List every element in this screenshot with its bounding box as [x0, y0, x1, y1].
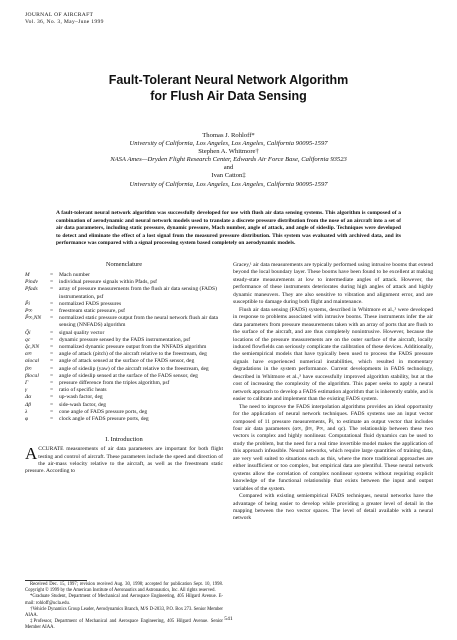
- nomenclature-row: [25, 358, 223, 365]
- nomenclature-symbol: γ: [25, 387, 28, 394]
- affiliation-2: NASA Ames—Dryden Flight Research Center, Edwards Air Force Base, California 93523: [110, 156, 347, 164]
- nomenclature-row: [25, 366, 223, 373]
- equals-sign: =: [50, 372, 54, 379]
- equals-sign: =: [50, 408, 54, 415]
- nomenclature-definition: pressure difference from the triples algorithm, psf: [59, 380, 170, 387]
- equals-sign: =: [50, 286, 54, 293]
- title-line-1: Fault-Tolerant Neural Network Algorithm: [108, 73, 349, 87]
- nomenclature-definition: angle of attack (pitch) of the aircraft relative to the freestream, deg: [59, 351, 207, 358]
- affiliation-1: University of California, Los Angeles, Los Angeles, California 90095-1597: [129, 140, 328, 148]
- journal-header: [25, 12, 104, 26]
- equals-sign: =: [50, 401, 54, 408]
- affiliation-3: University of California, Los Angeles, Los Angeles, California 90095-1597: [129, 180, 328, 188]
- nomenclature-row: [25, 402, 223, 409]
- nomenclature-symbol: P̃i: [25, 300, 30, 307]
- equals-sign: =: [50, 272, 54, 278]
- nomenclature-symbol: Δβ: [25, 401, 32, 408]
- equals-sign: =: [50, 358, 54, 365]
- nomenclature-symbol: Γ: [25, 380, 29, 387]
- nomenclature-row: [25, 315, 223, 329]
- nomenclature-definition: freestream static pressure, psf: [59, 308, 125, 315]
- nomenclature-symbol: φ: [25, 416, 29, 423]
- nomenclature-definition: array of pressure measurements from the flush air data sensing (FADS) instrumentation, psf: [59, 286, 217, 300]
- nomenclature-symbol: αlocal: [25, 358, 40, 365]
- title-line-2: for Flush Air Data Sensing: [150, 89, 307, 103]
- nomenclature-definition: angle of attack sensed at the surface of the FADS sensor, deg: [59, 358, 195, 365]
- equals-sign: =: [50, 394, 54, 401]
- nomenclature-symbol: β∞: [25, 365, 32, 372]
- footnote-author-3: ‡Professor, Department of Mechanical and Aerospace Engineering, 405 Hilgard Avenue. Senior Member AIAA.: [25, 619, 223, 631]
- equals-sign: =: [50, 387, 54, 394]
- nomenclature-definition: clock angle of FADS pressure ports, deg: [59, 416, 149, 423]
- page-number: 541: [224, 616, 233, 622]
- journal-name: JOURNAL OF AIRCRAFT: [25, 12, 94, 18]
- author-3: Ivan Catton‡: [211, 172, 246, 180]
- introduction-heading: I. Introduction: [105, 436, 143, 444]
- drop-cap: A: [25, 444, 38, 464]
- equals-sign: =: [50, 336, 54, 343]
- nomenclature-symbol: Q̃i: [25, 329, 31, 336]
- equals-sign: =: [50, 315, 54, 322]
- nomenclature-row: [25, 330, 223, 337]
- nomenclature-row: [25, 301, 223, 308]
- author-1: Thomas J. Rohloff*: [202, 132, 255, 139]
- footnote-author-1: *Graduate Student, Department of Mechanical and Aerospace Engineering, 405 Hilgard Avenue. E-mail: rohloff@ucla.edu.: [25, 594, 223, 606]
- nomenclature-row: [25, 387, 223, 394]
- nomenclature-definition: Mach number: [59, 272, 90, 278]
- nomenclature-definition: signal quality vector: [59, 329, 105, 336]
- footnote-rule: [25, 580, 87, 581]
- paper-title: [0, 72, 457, 104]
- equals-sign: =: [50, 416, 54, 423]
- nomenclature-symbol: Pindv: [25, 279, 38, 286]
- nomenclature-definition: ratio of specific heats: [59, 387, 107, 394]
- right-column: [233, 262, 433, 523]
- author-block: [0, 132, 457, 189]
- right-paragraph-3: The need to improve the FADS interpolation algorithms provides an ideal opportunity for the application of neural network techniques. FADS systems use an input vector composed of 11 pressure measurements, P̃i, to estimate an output vector that includes four air data parameters (α∞, β∞, P∞, and qc). The relationship between these two vectors is complex and highly nonlinear. Computational fluid dynamics can be used to study the problem, but the need for a real time invertible model makes the application of this approach infeasible. Neural networks, which require large quantities of training data, are very well suited to situations such as this, where the more traditional approaches are either insufficient or too complex, but empirical data are plentiful. These neural network systems allow the correlation of complex nonlinear systems without requiring explicit knowledge of the functional relationship that exists between the input and output variables of the system.: [233, 403, 433, 492]
- nomenclature-heading: Nomenclature: [105, 261, 143, 268]
- abstract: A fault-tolerant neural network algorithm was successfully developed for use with flush air data sensing systems. This algorithm is composed of a combination of aerodynamic and neural network models used to translate a discrete pressure distribution from the nose of an aircraft into a set of air data parameters, including static pressure, dynamic pressure, Mach number, angle of attack, and angle of sideslip. Techniques were developed to detect and eliminate the effect of a lost signal from the measured pressure distribution. This system was evaluated with archived data, and its performance was compared with a signal processing system based completely on aerodynamic models.: [56, 210, 401, 247]
- nomenclature-definition: up-wash factor, deg: [59, 394, 103, 401]
- introduction-text: CCURATE measurements of air data parameters are important for both flight testing and control of aircraft. These parameters include the speed and direction of the air-mass velocity relative to the aircraft, as well as the freestream static pressure. According to: [25, 446, 223, 475]
- nomenclature-row: [25, 409, 223, 416]
- equals-sign: =: [50, 329, 54, 336]
- nomenclature-row: [25, 337, 223, 344]
- nomenclature-row: [25, 373, 223, 380]
- nomenclature-definition: side-wash factor, deg: [59, 401, 107, 408]
- nomenclature-symbol: α∞: [25, 351, 32, 358]
- footnotes: [25, 582, 223, 632]
- nomenclature-definition: cone angle of FADS pressure ports, deg: [59, 408, 148, 415]
- equals-sign: =: [50, 308, 54, 315]
- nomenclature-list: [25, 272, 223, 423]
- right-paragraph-2: Flush air data sensing (FADS) systems, described in Whitmore et al.,² were developed in response to problems associated with intrusive booms. These instruments infer the air data parameters from pressure measurements taken with an array of ports that are flush to the surface of the aircraft, and are thus completely nonintrusive. However, because the locations of the pressure measurements are on the outer surface of the aircraft, locally induced flowfields can seriously complicate the calibration of these devices. Additionally, the semiempirical models that have typically been used to process the FADS pressure signals have experienced numerical instabilities, which resulted in momentary degradations in the system performance. Current developments in FADS technology, described in Whitmore et al.,³ have successfully improved algorithm stability, but at the cost of increasing the complexity of the algorithm. This paper seeks to apply a neural network approach to develop a FADS estimation algorithm that is inherently stable, and is easier to calibrate and implement than the existing FADS system.: [233, 306, 433, 403]
- nomenclature-definition: dynamic pressure sensed by the FADS instrumentation, psf: [59, 336, 191, 343]
- nomenclature-symbol: q̃c,NN: [25, 344, 40, 351]
- journal-issue: Vol. 36, No. 3, May–June 1999: [25, 19, 104, 25]
- footnote-author-2: †Vehicle Dynamics Group Leader, Aerodynamics Branch, M/S D-2033, P.O. Box 273. Senior Member AIAA.: [25, 606, 223, 619]
- nomenclature-row: [25, 380, 223, 387]
- nomenclature-row: [25, 286, 223, 300]
- nomenclature-symbol: P̃∞,NN: [25, 315, 42, 322]
- author-2: Stephen A. Whitmore†: [198, 148, 259, 156]
- equals-sign: =: [50, 279, 54, 286]
- equals-sign: =: [50, 300, 54, 307]
- equals-sign: =: [50, 344, 54, 351]
- nomenclature-definition: normalized static pressure output from the neural network flush air data sensing (NNFADS) algorithm: [59, 315, 218, 329]
- nomenclature-symbol: qc: [25, 336, 31, 343]
- right-paragraph-1: Gracey,¹ air data measurements are typically performed using intrusive booms that extend beyond the local boundary layer. These booms have been found to be excellent at making steady-state measurements at low to intermediate angles of attack. However, the performance of these instruments deteriorates during high angles of attack and highly dynamic maneuvers. They are also sensitive to vibration and alignment error, and are susceptible to damage during both flight and maintenance.: [233, 262, 433, 306]
- nomenclature-definition: individual pressure signals within Pfads, psf: [59, 279, 157, 286]
- equals-sign: =: [50, 365, 54, 372]
- author-conjunction: and: [223, 164, 234, 172]
- nomenclature-definition: normalized FADS pressures: [59, 300, 122, 307]
- nomenclature-symbol: P∞: [25, 308, 33, 315]
- equals-sign: =: [50, 351, 54, 358]
- nomenclature-symbol: βlocal: [25, 372, 39, 379]
- nomenclature-definition: normalized dynamic pressure output from the NNFADS algorithm: [59, 344, 207, 351]
- nomenclature-symbol: Δα: [25, 394, 32, 401]
- left-column: [25, 261, 223, 476]
- nomenclature-definition: angle of sideslip (yaw) of the aircraft relative to the freestream, deg: [59, 365, 209, 372]
- right-paragraph-4: Compared with existing semiempirical FADS techniques, neural networks have the advantage of being easier to develop while providing a greater level of detail in the mapping between the two vector spaces. The level of detail available with a neural network: [233, 493, 433, 522]
- nomenclature-row: [25, 416, 223, 423]
- nomenclature-symbol: M: [25, 272, 30, 278]
- nomenclature-symbol: λ: [25, 408, 28, 415]
- equals-sign: =: [50, 380, 54, 387]
- footnote-received: Received Dec. 15, 1997; revision received Aug. 30, 1998; accepted for publication Sept. 10, 1998. Copyright © 1999 by the American Institute of Aeronautics and Astronautics, Inc. All rights reserved.: [25, 582, 223, 594]
- nomenclature-symbol: Pfads: [25, 286, 38, 293]
- nomenclature-row: [25, 394, 223, 401]
- nomenclature-definition: angle of sideslip sensed at the surface of the FADS sensor, deg: [59, 372, 198, 379]
- introduction-paragraph: [25, 446, 223, 476]
